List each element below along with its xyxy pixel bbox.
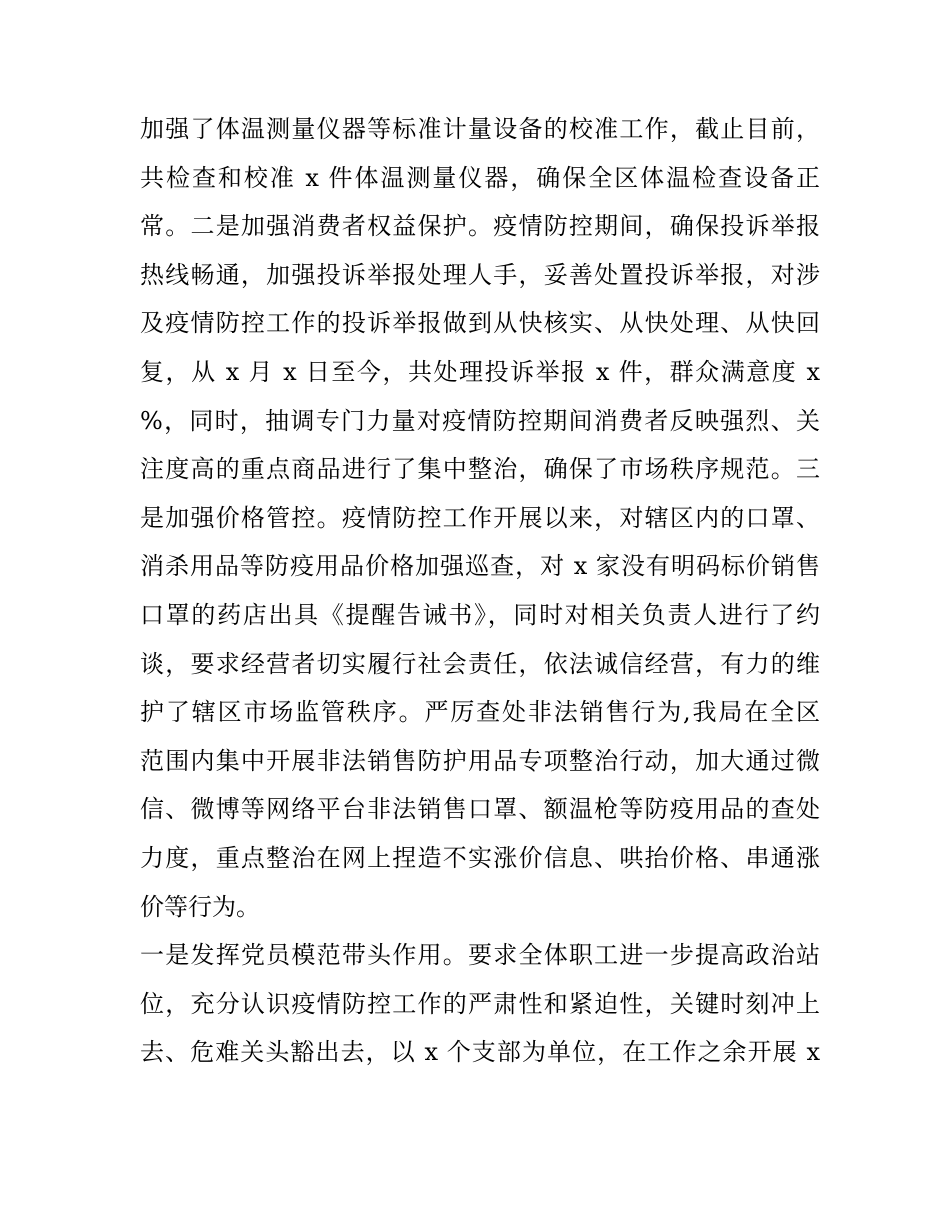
text-line: 注度高的重点商品进行了集中整治，确保了市场秩序规范。三 xyxy=(140,455,820,484)
text-line: 口罩的药店出具《提醒告诫书》，同时对相关负责人进行了约 xyxy=(140,600,820,629)
text-line: 常。二是加强消费者权益保护。疫情防控期间，确保投诉举报 xyxy=(140,212,820,241)
body-text xyxy=(140,105,820,1077)
text-line: 去、危难关头豁出去，以 x 个支部为单位，在工作之余开展 x xyxy=(140,1038,820,1067)
text-line: %，同时，抽调专门力量对疫情防控期间消费者反映强烈、关 xyxy=(140,406,820,435)
text-line: 谈，要求经营者切实履行社会责任，依法诚信经营，有力的维 xyxy=(140,649,820,678)
text-line: 位，充分认识疫情防控工作的严肃性和紧迫性，关键时刻冲上 xyxy=(140,989,820,1018)
text-line: 范围内集中开展非法销售防护用品专项整治行动，加大通过微 xyxy=(140,746,820,775)
text-line: 力度，重点整治在网上捏造不实涨价信息、哄抬价格、串通涨 xyxy=(140,843,820,872)
text-line: 共检查和校准 x 件体温测量仪器，确保全区体温检查设备正 xyxy=(140,163,820,192)
text-line: 信、微博等网络平台非法销售口罩、额温枪等防疫用品的查处 xyxy=(140,795,820,824)
text-line: 一是发挥党员模范带头作用。要求全体职工进一步提高政治站 xyxy=(140,941,820,970)
text-line: 消杀用品等防疫用品价格加强巡查，对 x 家没有明码标价销售 xyxy=(140,552,820,581)
text-line: 是加强价格管控。疫情防控工作开展以来，对辖区内的口罩、 xyxy=(140,503,820,532)
text-line: 护了辖区市场监管秩序。严厉查处非法销售行为,我局在全区 xyxy=(140,698,820,727)
text-line: 复，从 x 月 x 日至今，共处理投诉举报 x 件，群众满意度 x xyxy=(140,357,820,386)
text-line: 热线畅通，加强投诉举报处理人手，妥善处置投诉举报，对涉 xyxy=(140,260,820,289)
text-line: 价等行为。 xyxy=(140,892,260,921)
text-line: 加强了体温测量仪器等标准计量设备的校准工作，截止目前， xyxy=(140,115,820,143)
text-line: 及疫情防控工作的投诉举报做到从快核实、从快处理、从快回 xyxy=(140,309,820,338)
